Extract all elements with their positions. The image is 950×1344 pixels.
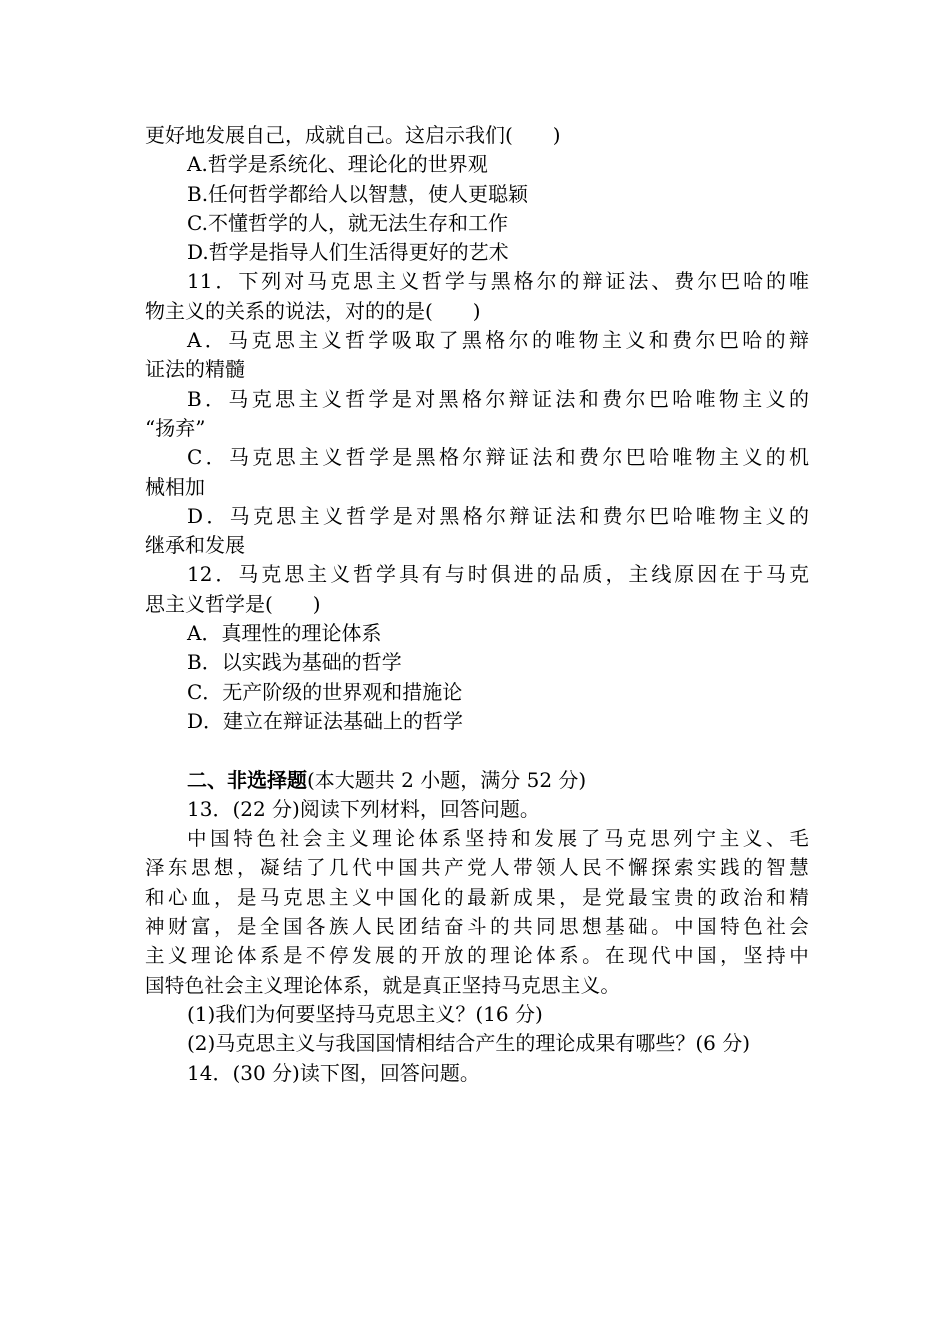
q13-material-line2: 泽东思想，凝结了几代中国共产党人带领人民不懈探索实践的智慧 — [145, 856, 809, 880]
q12-option-d: D．建立在辩证法基础上的哲学 — [187, 708, 464, 733]
q13-material-line5: 主义理论体系是不停发展的开放的理论体系。在现代中国，坚持中 — [145, 944, 809, 968]
section-gap — [145, 736, 809, 765]
q11-option-d-line2: 继承和发展 — [145, 533, 245, 558]
q13-material-line1: 中国特色社会主义理论体系坚持和发展了马克思列宁主义、毛 — [187, 827, 809, 851]
q11-option-b-line1: B．马克思主义哲学是对黑格尔辩证法和费尔巴哈唯物主义的 — [187, 386, 809, 411]
q13-sub2: (2)马克思主义与我国国情相结合产生的理论成果有哪些？(6 分) — [187, 1031, 751, 1056]
q11-option-b-line2: “扬弃” — [145, 415, 206, 440]
q11-option-a-line1: A．马克思主义哲学吸取了黑格尔的唯物主义和费尔巴哈的辩 — [187, 328, 809, 353]
q13-sub1: (1)我们为何要坚持马克思主义？(16 分) — [187, 1001, 543, 1026]
document-page — [145, 121, 809, 1088]
q11-option-a-line2: 证法的精髓 — [145, 357, 245, 382]
q10-option-d: D.哲学是指导人们生活得更好的艺术 — [187, 240, 509, 265]
q10-stem-tail: 更好地发展自己，成就自己。这启示我们( ) — [145, 123, 561, 147]
q10-option-a: A.哲学是系统化、理论化的世界观 — [187, 152, 488, 177]
q13-material-line6: 国特色社会主义理论体系，就是真正坚持马克思主义。 — [145, 973, 621, 997]
q11-stem-line2: 物主义的关系的说法，对的的是( ) — [145, 298, 481, 323]
q13-material-line4: 神财富，是全国各族人民团结奋斗的共同思想基础。中国特色社会 — [145, 915, 809, 939]
q10-option-c: C.不懂哲学的人，就无法生存和工作 — [187, 210, 508, 235]
q14-intro: 14．(30 分)读下图，回答问题。 — [187, 1060, 480, 1085]
q11-option-d-line1: D．马克思主义哲学是对黑格尔辩证法和费尔巴哈唯物主义的 — [187, 503, 809, 528]
q11-option-c-line2: 械相加 — [145, 474, 205, 499]
q12-stem-line1: 12．马克思主义哲学具有与时俱进的品质，主线原因在于马克 — [187, 562, 809, 587]
section2-heading — [145, 766, 809, 795]
section2-title-bold: 二、非选择题 — [187, 767, 307, 792]
q12-stem-line2: 思主义哲学是( ) — [145, 591, 321, 616]
q12-option-c: C．无产阶级的世界观和措施论 — [187, 679, 463, 704]
q13-intro: 13．(22 分)阅读下列材料，回答问题。 — [187, 796, 540, 821]
q11-option-c-line1: C．马克思主义哲学是黑格尔辩证法和费尔巴哈唯物主义的机 — [187, 445, 809, 470]
q12-option-a: A．真理性的理论体系 — [187, 621, 382, 646]
q10-option-b: B.任何哲学都给人以智慧，使人更聪颖 — [187, 181, 529, 206]
q12-option-b: B．以实践为基础的哲学 — [187, 650, 402, 675]
q13-material-line3: 和心血，是马克思主义中国化的最新成果，是党最宝贵的政治和精 — [145, 885, 809, 909]
section2-title-rest: (本大题共 2 小题，满分 52 分) — [307, 767, 587, 792]
q11-stem-line1: 11．下列对马克思主义哲学与黑格尔的辩证法、费尔巴哈的唯 — [187, 269, 809, 294]
